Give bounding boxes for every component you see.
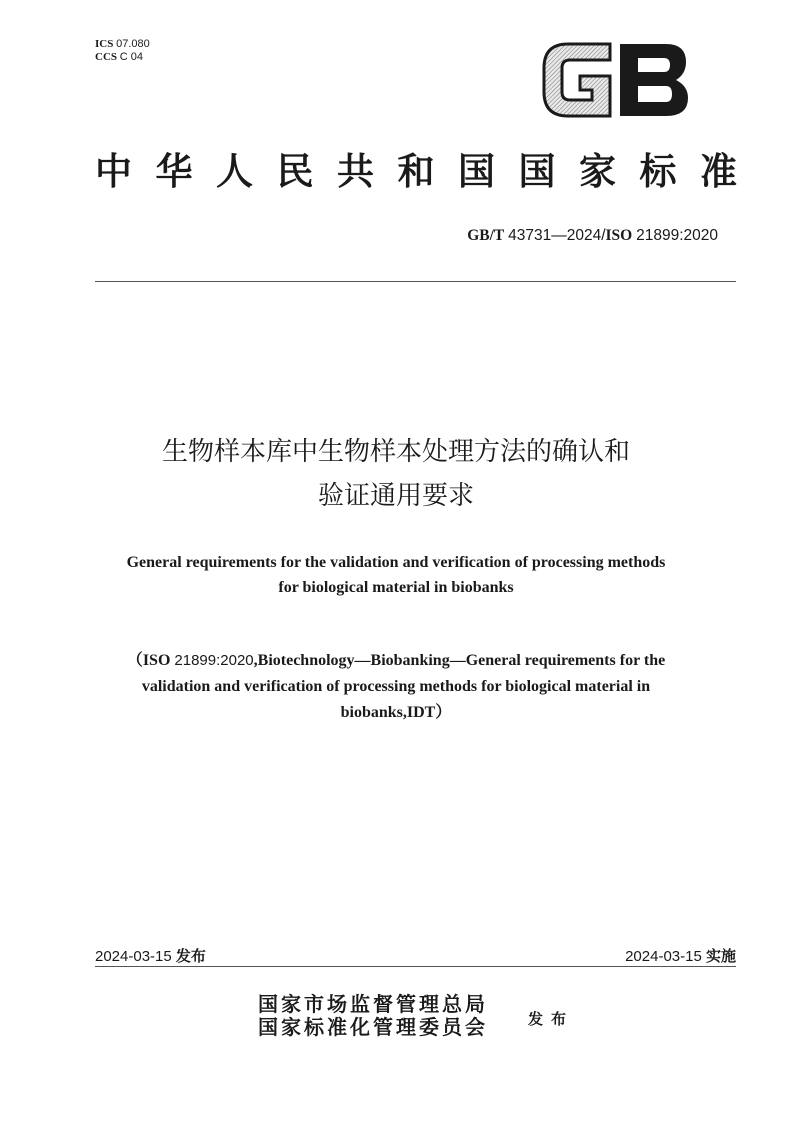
publish-label: 发布 xyxy=(528,1010,575,1028)
issuer-samr: 国家市场监督管理总局 xyxy=(258,992,488,1016)
classification-codes xyxy=(95,38,150,64)
issue-date: 2024-03-15 发布 xyxy=(95,947,206,965)
issuing-body-char: 准 xyxy=(700,149,737,193)
issuer-sac: 国家标准化管理委员会 xyxy=(258,1015,488,1039)
issuing-body-title xyxy=(95,148,737,194)
ccs-code: CCS C 04 xyxy=(95,51,144,63)
gb-logo-icon xyxy=(540,40,692,120)
idt-line-1: （ISO 21899:2020,Biotechnology—Biobanking—General requirements for the xyxy=(126,652,666,669)
issuing-authorities xyxy=(258,993,488,1039)
issuing-body-char: 国 xyxy=(458,149,495,193)
chinese-title: 生物样本库中生物样本处理方法的确认和 验证通用要求 xyxy=(161,437,630,511)
english-title: General requirements for the validation and verification of processing methods for biological material in biobanks xyxy=(126,554,666,596)
idt-line-3: biobanks,IDT） xyxy=(340,704,452,721)
issuing-body-char: 标 xyxy=(639,149,677,193)
ics-code: ICS 07.080 xyxy=(95,38,150,50)
footer-divider xyxy=(95,966,736,967)
issuing-body-char: 人 xyxy=(216,149,253,193)
standard-number: GB/T 43731—2024/ISO 21899:2020 xyxy=(467,227,718,244)
issuing-body-char: 民 xyxy=(276,149,314,193)
header-divider xyxy=(95,281,736,282)
issuing-body-char: 中 xyxy=(95,149,132,193)
issuing-body-char: 华 xyxy=(155,149,193,193)
idt-line-2: validation and verification of processing methods for biological material in xyxy=(141,678,651,695)
implementation-date: 2024-03-15 实施 xyxy=(625,947,736,965)
issuing-body-char: 和 xyxy=(397,149,435,193)
issuing-body-char: 国 xyxy=(518,149,556,193)
issuing-body-char: 共 xyxy=(337,149,374,193)
iso-equivalence-note xyxy=(60,648,732,726)
issuing-body-char: 家 xyxy=(579,149,616,193)
